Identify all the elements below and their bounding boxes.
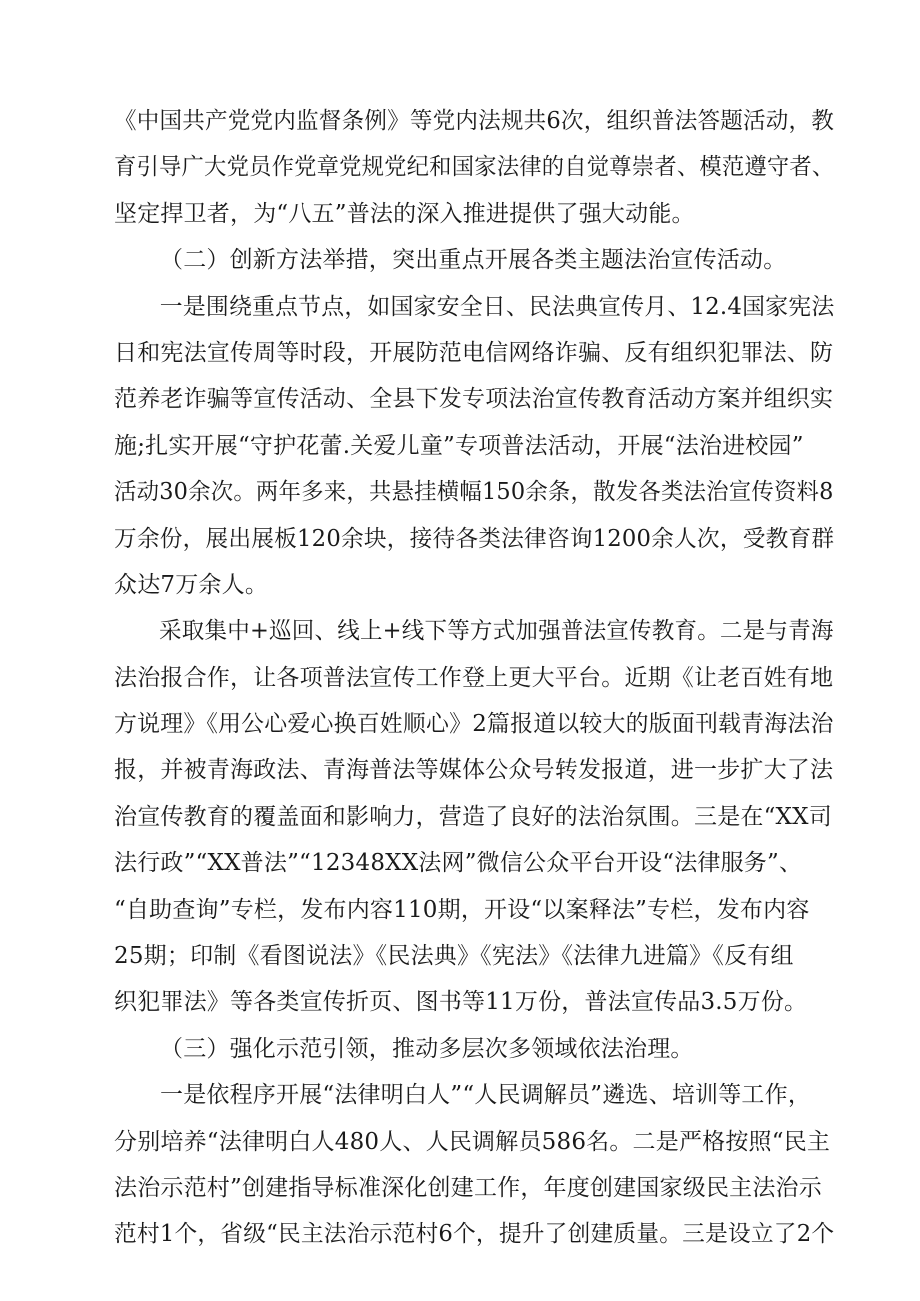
document-body [114,98,834,1258]
text-line: 众达7万余人。 [114,571,269,598]
text-line: 《中国共产党党内监督条例》等党内法规共6次，组织普法答题活动，教 [114,108,835,134]
text-line: 活动30余次。两年多来，共悬挂横幅150余条，散发各类法治宣传资料8 [114,479,834,506]
text-line: 育引导广大党员作党章党规党纪和国家法律的自觉尊崇者、模范遵守者、 [114,154,835,181]
text-line: 范养老诈骗等宣传活动、全县下发专项法治宣传教育活动方案并组织实 [114,386,834,413]
text-line: 范村1个，省级“民主法治示范村6个，提升了创建质量。三是设立了2个 [114,1221,835,1248]
text-line: 坚定捍卫者，为“八五”普法的深入推进提供了强大动能。 [114,200,695,227]
text-line: 治宣传教育的覆盖面和影响力，营造了良好的法治氛围。三是在“XX司 [114,803,832,830]
text-line: 织犯罪法》等各类宣传折页、图书等11万份，普法宣传品3.5万份。 [114,989,808,1016]
text-line: 采取集中+巡回、线上+线下等方式加强普法宣传教育。二是与青海 [159,618,834,645]
text-line: 分别培养“法律明白人480人、人民调解员586名。二是严格按照“民主 [114,1128,831,1155]
text-line: 一是围绕重点节点，如国家安全日、民法典宣传月、12.4国家宪法 [159,293,835,320]
text-line: 报，并被青海政法、青海普法等媒体公众号转发报道，进一步扩大了法 [114,757,834,784]
text-line: 25期；印制《看图说法》《民法典》《宪法》《法律九进篇》《反有组 [114,943,794,970]
text-line: 日和宪法宣传周等时段，开展防范电信网络诈骗、反有组织犯罪法、防 [114,339,834,366]
text-line: 法治示范村”创建指导标准深化创建工作，年度创建国家级民主法治示 [114,1174,822,1201]
text-line: （二）创新方法举措，突出重点开展各类主题法治宣传活动。 [160,247,787,274]
text-line: “自助查询”专栏，发布内容110期，开设“以案释法”专栏，发布内容 [114,896,810,923]
text-line: 法治报合作，让各项普法宣传工作登上更大平台。近期《让老百姓有地 [114,664,834,691]
text-line: 施;扎实开展“守护花蕾.关爱儿童”专项普法活动，开展“法治进校园” [114,432,804,459]
text-line: 方说理》《用公心爱心换百姓顺心》2篇报道以较大的版面刊载青海法治 [114,711,834,738]
text-line: 法行政”“XX普法”“12348XX法网”微信公众平台开设“法律服务”、 [114,850,803,877]
text-line: 万余份，展出展板120余块，接待各类法律咨询1200余人次，受教育群 [114,525,835,552]
text-line: 一是依程序开展“法律明白人”“人民调解员”遴选、培训等工作， [160,1082,812,1109]
text-line: （三）强化示范引领，推动多层次多领域依法治理。 [160,1035,694,1062]
